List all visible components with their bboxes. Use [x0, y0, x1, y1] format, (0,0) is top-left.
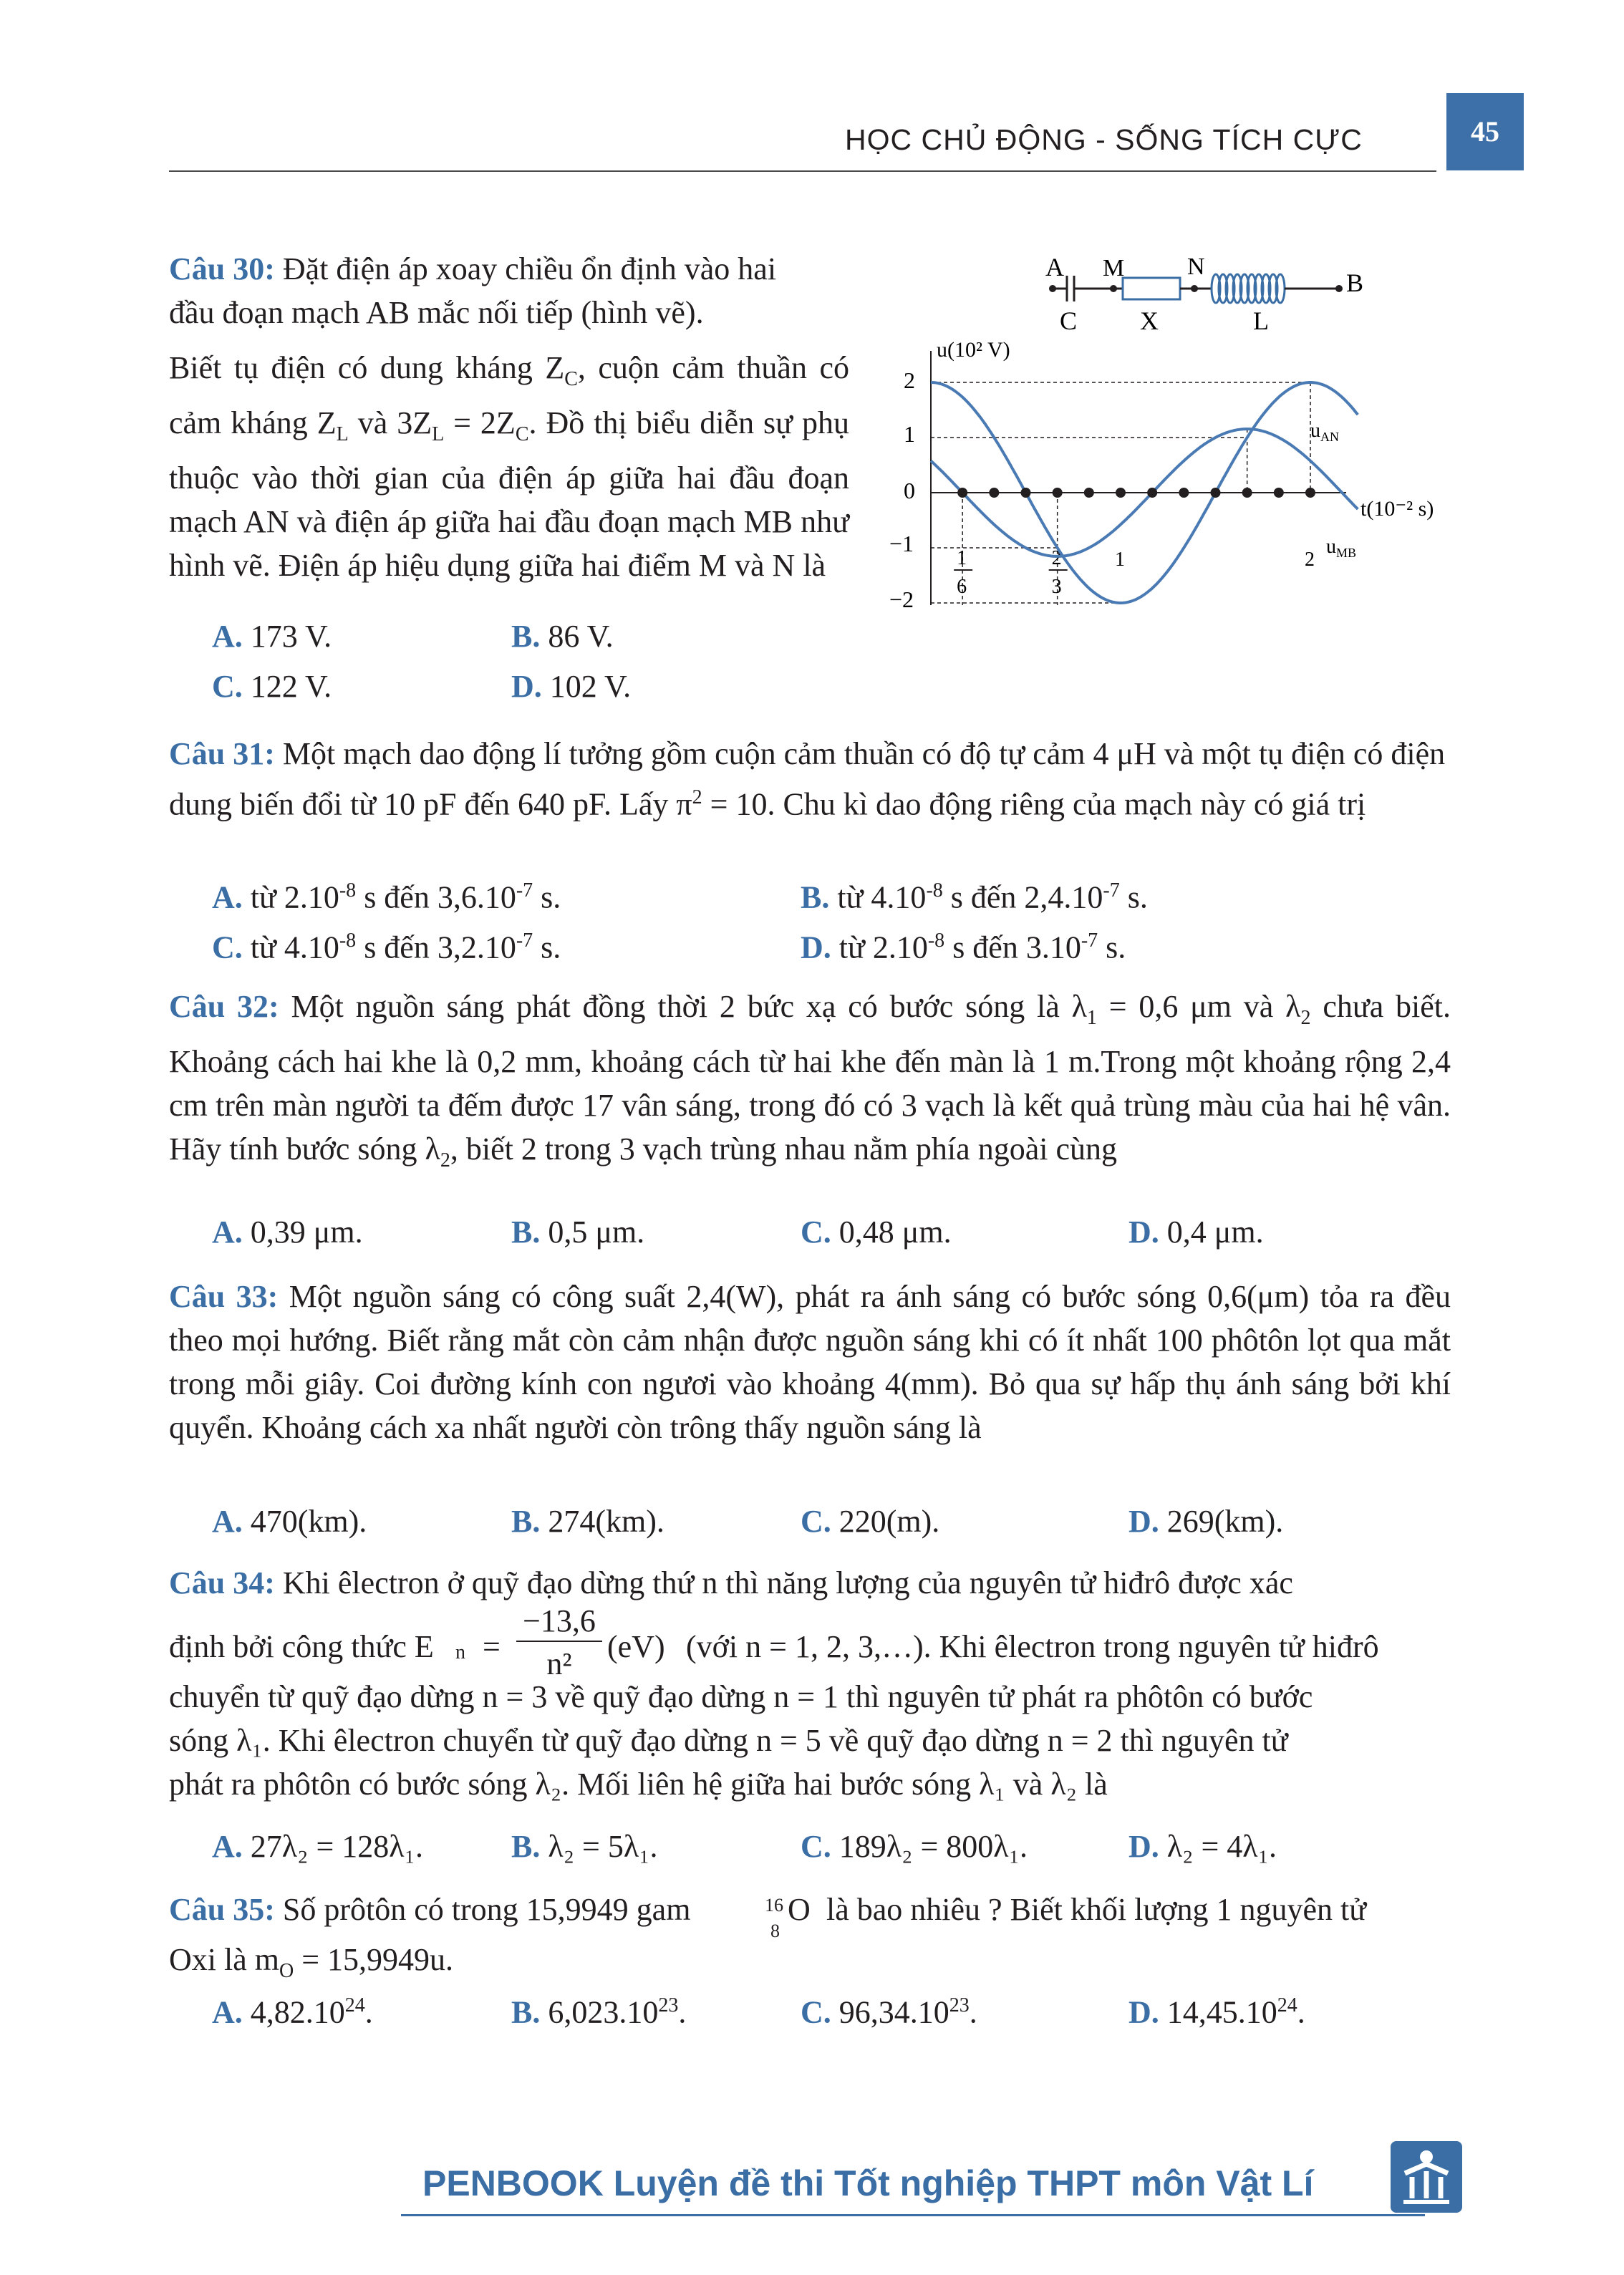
label-c: C [1060, 306, 1078, 335]
question-32: Câu 32: Một nguồn sáng phát đồng thời 2 bức xạ có bước sóng là $\lambda_1 = 0,6$ μm và $\lambda_2$ chưa biết. Khoảng cách hai khe là 0,2 mm, khoảng cách từ hai khe đến màn là 1 m.Trong một khoảng rộng 2,4 cm trên màn người ta đếm được 17 vân sáng, trong đó có 3 vạch là kết quả trùng màu của hai hệ vân. Hãy tính bước sóng $\lambda_2$, biết 2 trong 3 vạch trùng nhau nằm phía ngoài cùng [169, 989, 1451, 1172]
q30-option-a: A. 173 V. [212, 619, 332, 654]
q35-option-a: A. 4,82.10$^{24}$. [212, 1994, 373, 2030]
label-b: B [1346, 269, 1364, 297]
y-tick-label: 0 [904, 478, 915, 503]
x-tick-label: 1 [1115, 549, 1125, 571]
q34-option-b: B. λ₂ = 5λ₁. [511, 1829, 658, 1864]
q33-option-d: D. 269(km). [1128, 1504, 1284, 1539]
publisher-logo-icon [1391, 2141, 1462, 2213]
q35-option-d: D. 14,45.10$^{24}$. [1128, 1994, 1305, 2030]
question-label: Câu 33: [169, 1279, 279, 1314]
q32-option-a: A. 0,39 μm. [212, 1214, 363, 1250]
series-u-an-label: $u_{AN}$ [1310, 420, 1339, 444]
inductor-coil [1212, 274, 1285, 303]
q32-option-d: D. 0,4 μm. [1128, 1214, 1264, 1250]
x-tick-label: 1 [957, 547, 967, 569]
question-label: Câu 35: [169, 1892, 275, 1927]
x-tick-labels [954, 547, 1315, 598]
q33-option-a: A. 470(km). [212, 1504, 367, 1539]
axis-dot [1147, 488, 1157, 498]
q32-option-b: B. 0,5 μm. [511, 1214, 645, 1250]
node-a [1049, 285, 1056, 292]
q31-option-d: D. từ $2.10^{-8}$ s đến $3.10^{-7}$ s. [801, 929, 1126, 965]
q35-option-c: C. 96,34.10$^{23}$. [801, 1994, 977, 2030]
axis-dot [1021, 488, 1031, 498]
y-tick-label: −1 [889, 531, 914, 556]
component-x [1123, 278, 1180, 299]
question-35: Câu 35: Số prôtôn có trong 15,9949 gam 16 8 O là bao nhiêu ? Biết khối lượng 1 nguyên tử Oxi là $m_O = 15,9949u$. [169, 1892, 1367, 1982]
axis-dot [1305, 488, 1315, 498]
footer-title: PENBOOK Luyện đề thi Tốt nghiệp THPT môn Vật Lí [422, 2163, 1314, 2203]
x-tick-label: 6 [957, 576, 967, 598]
q30-option-d: D. 102 V. [511, 669, 632, 704]
q31-option-a: A. từ $2.10^{-8}$ s đến $3,6.10^{-7}$ s. [212, 879, 561, 915]
page-number: 45 [1446, 93, 1524, 170]
footer-rule [401, 2214, 1425, 2216]
voltage-time-graph [859, 337, 1461, 616]
question-label: Câu 31: [169, 736, 275, 771]
x-tick-label: 3 [1051, 576, 1062, 598]
question-label: Câu 30: [169, 251, 275, 286]
circuit-diagram [1038, 254, 1396, 344]
axis-dot [957, 488, 967, 498]
question-33: Câu 33: Một nguồn sáng có công suất 2,4(W), phát ra ánh sáng có bước sóng 0,6(μm) tỏa ra đều theo mọi hướng. Biết rằng mắt còn cảm nhận được nguồn sáng khi có ít nhất 100 phôtôn lọt qua mắt trong mỗi giây. Coi đường kính con ngươi vào khoảng 4(mm). Bỏ qua sự hấp thụ ánh sáng bởi khí quyển. Khoảng cách xa nhất người còn trông thấy nguồn sáng là [169, 1279, 1451, 1445]
header-rule [169, 170, 1436, 172]
y-axis-label: u(10² V) [937, 338, 1010, 362]
q33-option-b: B. 274(km). [511, 1504, 664, 1539]
question-34: Câu 34: Khi êlectron ở quỹ đạo dừng thứ n thì năng lượng của nguyên tử hiđrô được xác định bởi công thức E n = −13,6 n² (eV) (với n = 1, 2, 3,…). Khi êlectron trong nguyên tử hiđrô chuyển từ quỹ đạo dừng n = 3 về quỹ đạo dừng n = 1 thì nguyên tử phát ra phôtôn có bước sóng λ₁. Khi êlectron chuyển từ quỹ đạo dừng n = 5 về quỹ đạo dừng n = 2 thì nguyên tử phát ra phôtôn có bước sóng λ₂. Mối liên hệ giữa hai bước sóng λ₁ và λ₂ là [169, 1565, 1379, 1802]
question-30: Câu 30: Đặt điện áp xoay chiều ổn định vào hai đầu đoạn mạch AB mắc nối tiếp (hình vẽ). Biết tụ điện có dung kháng $Z_C$, cuộn cảm thuần có cảm kháng $Z_L$ và $3Z_L = 2Z_C$. Đồ thị biểu diễn sự phụ thuộc vào thời gian của điện áp giữa hai đầu đoạn mạch AN và điện áp giữa hai đầu đoạn mạch MB như hình vẽ. Điện áp hiệu dụng giữa hai điểm M và N là [169, 251, 849, 583]
q32-option-c: C. 0,48 μm. [801, 1214, 952, 1250]
question-label: Câu 32: [169, 989, 279, 1024]
axis-dot [1242, 488, 1252, 498]
q31-option-c: C. từ $4.10^{-8}$ s đến $3,2.10^{-7}$ s. [212, 929, 561, 965]
node-b [1335, 285, 1343, 292]
label-l: L [1253, 306, 1269, 335]
question-label: Câu 34: [169, 1565, 275, 1600]
q33-option-c: C. 220(m). [801, 1504, 940, 1539]
series-u-mb-label: $u_{MB}$ [1326, 536, 1357, 560]
q31-option-b: B. từ $4.10^{-8}$ s đến $2,4.10^{-7}$ s. [801, 879, 1148, 915]
axis-dot [1179, 488, 1189, 498]
y-tick-label: 1 [904, 421, 915, 447]
axis-dot [1274, 488, 1284, 498]
axis-dot [1116, 488, 1126, 498]
label-x: X [1140, 306, 1159, 335]
y-tick-label: 2 [904, 367, 915, 393]
y-tick-label: −2 [889, 586, 914, 612]
q30-option-c: C. 122 V. [212, 669, 332, 704]
axis-dot [1053, 488, 1063, 498]
q34-option-d: D. λ₂ = 4λ₁. [1128, 1829, 1277, 1864]
x-tick-label: 2 [1305, 549, 1315, 571]
q34-option-c: C. 189λ₂ = 800λ₁. [801, 1829, 1028, 1864]
q30-option-b: B. 86 V. [511, 619, 614, 654]
axis-dot [989, 488, 999, 498]
q35-option-b: B. 6,023.10$^{23}$. [511, 1994, 687, 2030]
x-tick-label: 2 [1051, 547, 1062, 569]
running-header: HỌC CHỦ ĐỘNG - SỐNG TÍCH CỰC [845, 123, 1363, 156]
axis-dot [1211, 488, 1221, 498]
q34-option-a: A. 27λ₂ = 128λ₁. [212, 1829, 423, 1864]
label-m: M [1103, 255, 1125, 281]
x-axis-label: t(10⁻² s) [1360, 497, 1434, 521]
question-31: Câu 31: Một mạch dao động lí tưởng gồm cuộn cảm thuần có độ tự cảm 4 μH và một tụ điện có điện dung biến đổi từ 10 pF đến 640 pF. Lấy $\pi^2 = 10$. Chu kì dao động riêng của mạch này có giá trị [169, 736, 1446, 822]
axis-dot [1084, 488, 1094, 498]
label-a: A [1045, 254, 1064, 281]
label-n: N [1187, 254, 1205, 280]
